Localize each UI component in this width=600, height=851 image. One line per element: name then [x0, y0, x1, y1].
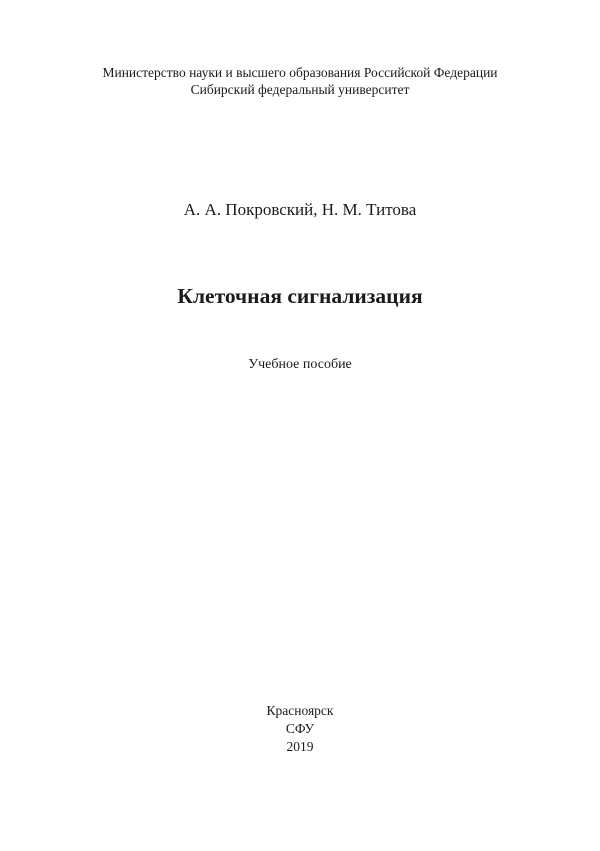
- university-name: Сибирский федеральный университет: [190, 82, 410, 97]
- book-type: Учебное пособие: [248, 357, 352, 372]
- imprint-city: Красноярск: [266, 703, 334, 718]
- book-title: Клеточная сигнализация: [177, 284, 423, 308]
- ministry-name: Министерство науки и высшего образования Российской Федерации: [102, 65, 498, 80]
- imprint-publisher: СФУ: [285, 721, 315, 736]
- authors: А. А. Покровский, Н. М. Титова: [183, 200, 417, 219]
- imprint-year: 2019: [286, 739, 314, 754]
